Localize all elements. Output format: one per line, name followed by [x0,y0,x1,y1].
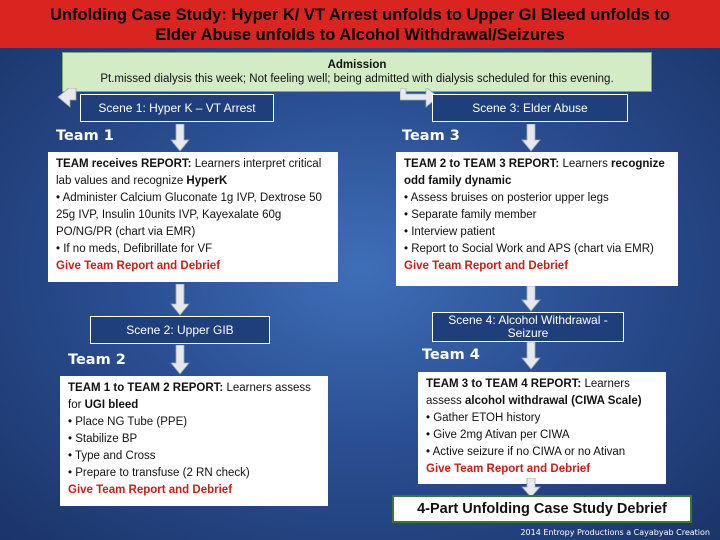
scene-2-label: Scene 2: Upper GIB [126,322,234,337]
list-item: • Administer Calcium Gluconate 1g IVP, Dextrose 50 25g IVP, Insulin 10units IVP, Kayexalate 60g PO/NG/PR (chart via EMR) [56,192,322,238]
scene-4-label: Scene 4: Alcohol Withdrawal - Seizure [448,313,608,340]
team-2-report-heading [68,380,320,414]
team-4-report-title: TEAM 3 to TEAM 4 REPORT: [426,378,582,390]
team-3-report-text: Learners [559,158,612,170]
debrief-label: 4-Part Unfolding Case Study Debrief [417,501,667,517]
list-item: • Active seizure if no CIWA or no Ativan [426,446,626,458]
list-item: • Type and Cross [68,450,156,462]
team-3-card [396,152,678,286]
team-1-report-title: TEAM receives REPORT: [56,158,192,170]
team-2-card [60,376,328,506]
team-3-label: Team 3 [402,128,460,144]
title-line-1: Unfolding Case Study: Hyper K/ VT Arrest unfolds to Upper GI Bleed unfolds to [50,6,670,24]
team-3-debrief-note: Give Team Report and Debrief [404,260,569,272]
scene-3-label: Scene 3: Elder Abuse [472,100,588,115]
team-2-label: Team 2 [68,352,126,368]
team-1-report-heading [56,156,330,190]
team-4-card [418,372,666,484]
scene-4-box [432,312,624,342]
arrow-scene3-down [521,124,541,152]
team-4-report-text: Learners assess [426,378,630,407]
scene-2-box [90,316,270,344]
list-item: • Assess bruises on posterior upper legs [404,192,609,204]
list-item: • Gather ETOH history [426,412,541,424]
title-banner [0,0,720,48]
list-item: • If no meds, Defibrillate for VF [56,243,213,255]
list-item: • Place NG Tube (PPE) [68,416,188,428]
arrow-scene2-down [170,345,190,375]
team-1-card [48,152,338,282]
team-2-report-focus: UGI bleed [84,399,139,411]
list-item: • Interview patient [404,226,495,238]
admission-box [62,52,652,92]
list-item: • Report to Social Work and APS (chart via EMR) [404,243,654,255]
title-line-2: Elder Abuse unfolds to Alcohol Withdrawal/Seizures [155,26,565,44]
team-1-label: Team 1 [56,128,114,144]
team-1-report-text: Learners interpret critical lab values and recognize [56,158,322,187]
scene-1-box [80,94,274,122]
team-2-debrief-note: Give Team Report and Debrief [68,484,233,496]
admission-text: Pt.missed dialysis this week; Not feeling well; being admitted with dialysis scheduled for this evening. [100,73,614,85]
team-3-report-title: TEAM 2 to TEAM 3 REPORT: [404,158,560,170]
list-item: • Separate family member [404,209,537,221]
list-item: • Stabilize BP [68,433,138,445]
debrief-box [392,495,692,523]
team-3-report-heading [404,156,670,190]
team-4-label: Team 4 [422,347,480,363]
arrow-card1-to-scene2 [170,284,190,316]
credit-text: 2014 Entropy Productions a Cayabyab Creation [520,528,710,537]
admission-title: Admission [327,59,387,71]
team-4-report-focus: alcohol withdrawal (CIWA Scale) [465,395,642,407]
team-1-report-focus: HyperK [186,175,228,187]
scene-1-label: Scene 1: Hyper K – VT Arrest [98,100,256,115]
arrow-admission-to-scene1 [56,88,82,110]
team-2-report-title: TEAM 1 to TEAM 2 REPORT: [68,382,224,394]
team-3-report-focus: recognize odd family dynamic [404,158,665,187]
arrow-scene4-down [521,342,541,370]
team-4-debrief-note: Give Team Report and Debrief [426,463,591,475]
arrow-card3-to-scene4 [521,286,541,312]
team-2-report-text: Learners assess for [68,382,311,411]
list-item: • Give 2mg Ativan per CIWA [426,429,570,441]
scene-3-box [432,94,628,122]
arrow-scene1-down [170,124,190,152]
team-4-report-heading [426,376,658,410]
list-item: • Prepare to transfuse (2 RN check) [68,467,250,479]
team-1-debrief-note: Give Team Report and Debrief [56,260,221,272]
